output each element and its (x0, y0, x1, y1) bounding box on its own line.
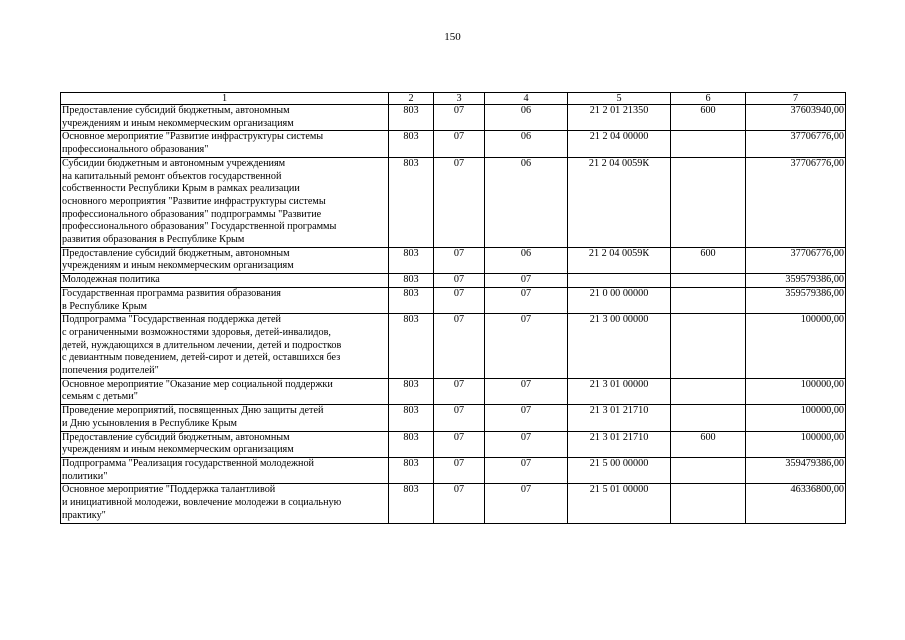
row-amount (746, 378, 846, 404)
table-row (61, 314, 846, 379)
row-subsection: 07 (485, 484, 568, 523)
row-amount (746, 105, 846, 131)
row-target-article: 21 3 00 00000 (568, 314, 671, 379)
row-name: Проведение мероприятий, посвященных Дню защиты детей и Дню усыновления в Республике Крым (61, 405, 389, 431)
table-row (61, 157, 846, 247)
col-header-3: 3 (434, 93, 485, 105)
budget-table (60, 92, 846, 524)
row-subsection: 07 (485, 405, 568, 431)
table-row (61, 247, 846, 273)
row-amount-value: 359479386,00 (785, 457, 844, 469)
row-amount-value: 37603940,00 (790, 105, 844, 116)
row-amount-value: 100000,00 (800, 431, 844, 443)
row-amount-value: 100000,00 (800, 378, 844, 390)
row-expense-type: 600 (671, 431, 746, 457)
row-name: Государственная программа развития образования в Республике Крым (61, 287, 389, 313)
table-row (61, 378, 846, 404)
row-expense-type (671, 131, 746, 157)
row-target-article: 21 5 01 00000 (568, 484, 671, 523)
row-name: Подпрограмма "Государственная поддержка детей с ограниченными возможностями здоровья, детей-инвалидов, детей, нуждающихся в длительном лечении, детей и подростков с девиантным поведением, детей-сирот и детей, оставшихся без попечения родителей" (61, 314, 389, 379)
row-section: 07 (434, 405, 485, 431)
row-amount (746, 457, 846, 483)
row-subsection: 07 (485, 378, 568, 404)
row-subsection: 07 (485, 314, 568, 379)
row-expense-type (671, 457, 746, 483)
row-amount (746, 131, 846, 157)
row-section: 07 (434, 484, 485, 523)
col-header-6: 6 (671, 93, 746, 105)
row-amount-value: 100000,00 (800, 405, 844, 417)
table-row (61, 405, 846, 431)
row-name: Предоставление субсидий бюджетным, автономным учреждениям и иным некоммерческим организациям (61, 105, 389, 131)
row-subsection: 06 (485, 157, 568, 247)
row-name: Основное мероприятие "Развитие инфраструктуры системы профессионального образования" (61, 131, 389, 157)
row-expense-type: 600 (671, 247, 746, 273)
row-name: Подпрограмма "Реализация государственной молодежной политики" (61, 457, 389, 483)
row-subsection: 07 (485, 274, 568, 288)
col-header-5: 5 (568, 93, 671, 105)
row-grbs: 803 (389, 157, 434, 247)
row-subsection: 06 (485, 105, 568, 131)
row-amount (746, 314, 846, 379)
row-name: Субсидии бюджетным и автономным учреждениям на капитальный ремонт объектов государственной собственности Республики Крым в рамках реализации основного мероприятия "Развитие инфраструктуры системы профессионального образования" подпрограммы "Развитие профессионального образования" Государственной программы развития образования в Республике Крым (61, 157, 389, 247)
row-expense-type (671, 157, 746, 247)
table-row (61, 105, 846, 131)
row-name: Молодежная политика (61, 274, 389, 288)
row-grbs: 803 (389, 484, 434, 523)
row-section: 07 (434, 378, 485, 404)
row-section: 07 (434, 274, 485, 288)
row-section: 07 (434, 314, 485, 379)
row-grbs: 803 (389, 131, 434, 157)
row-target-article: 21 5 00 00000 (568, 457, 671, 483)
row-expense-type (671, 378, 746, 404)
row-target-article: 21 2 01 21350 (568, 105, 671, 131)
row-subsection: 06 (485, 247, 568, 273)
col-header-2: 2 (389, 93, 434, 105)
table-row (61, 431, 846, 457)
row-grbs: 803 (389, 105, 434, 131)
row-target-article: 21 3 01 21710 (568, 431, 671, 457)
row-target-article: 21 2 04 0059К (568, 157, 671, 247)
row-amount (746, 405, 846, 431)
row-grbs: 803 (389, 457, 434, 483)
row-grbs: 803 (389, 405, 434, 431)
row-amount (746, 431, 846, 457)
row-section: 07 (434, 131, 485, 157)
page-number: 150 (444, 31, 461, 43)
row-grbs: 803 (389, 314, 434, 379)
table-row (61, 457, 846, 483)
row-expense-type (671, 314, 746, 379)
col-header-7: 7 (746, 93, 846, 105)
row-grbs: 803 (389, 274, 434, 288)
row-grbs: 803 (389, 378, 434, 404)
row-target-article: 21 2 04 00000 (568, 131, 671, 157)
row-section: 07 (434, 457, 485, 483)
row-subsection: 07 (485, 457, 568, 483)
row-expense-type (671, 287, 746, 313)
row-name: Основное мероприятие "Поддержка талантливой и инициативной молодежи, вовлечение молодежи в социальную практику" (61, 484, 389, 523)
row-section: 07 (434, 157, 485, 247)
row-name: Основное мероприятие "Оказание мер социальной поддержки семьям с детьми" (61, 378, 389, 404)
table-row (61, 274, 846, 288)
row-grbs: 803 (389, 287, 434, 313)
row-subsection: 07 (485, 287, 568, 313)
row-target-article (568, 274, 671, 288)
row-amount-value: 46336800,00 (790, 484, 844, 496)
row-target-article: 21 3 01 21710 (568, 405, 671, 431)
row-amount-value: 37706776,00 (790, 157, 844, 169)
row-amount (746, 484, 846, 523)
row-amount-value: 359579386,00 (785, 274, 844, 286)
row-amount-value: 359579386,00 (785, 287, 844, 299)
row-target-article: 21 2 04 0059К (568, 247, 671, 273)
col-header-4: 4 (485, 93, 568, 105)
row-grbs: 803 (389, 247, 434, 273)
row-section: 07 (434, 247, 485, 273)
row-amount (746, 287, 846, 313)
row-amount (746, 247, 846, 273)
row-subsection: 07 (485, 431, 568, 457)
row-grbs: 803 (389, 431, 434, 457)
table-row (61, 484, 846, 523)
row-section: 07 (434, 431, 485, 457)
row-target-article: 21 3 01 00000 (568, 378, 671, 404)
row-amount (746, 157, 846, 247)
table-row (61, 131, 846, 157)
row-amount-value: 37706776,00 (790, 131, 844, 143)
row-expense-type (671, 405, 746, 431)
row-amount-value: 100000,00 (800, 314, 844, 326)
table-body (61, 105, 846, 524)
row-section: 07 (434, 105, 485, 131)
col-header-1: 1 (61, 93, 389, 105)
header-row (61, 93, 846, 105)
row-amount (746, 274, 846, 288)
row-expense-type (671, 274, 746, 288)
row-section: 07 (434, 287, 485, 313)
row-name: Предоставление субсидий бюджетным, автономным учреждениям и иным некоммерческим организациям (61, 431, 389, 457)
row-target-article: 21 0 00 00000 (568, 287, 671, 313)
row-expense-type: 600 (671, 105, 746, 131)
row-expense-type (671, 484, 746, 523)
row-subsection: 06 (485, 131, 568, 157)
row-amount-value: 37706776,00 (790, 247, 844, 259)
table-row (61, 287, 846, 313)
row-name: Предоставление субсидий бюджетным, автономным учреждениям и иным некоммерческим организациям (61, 247, 389, 273)
